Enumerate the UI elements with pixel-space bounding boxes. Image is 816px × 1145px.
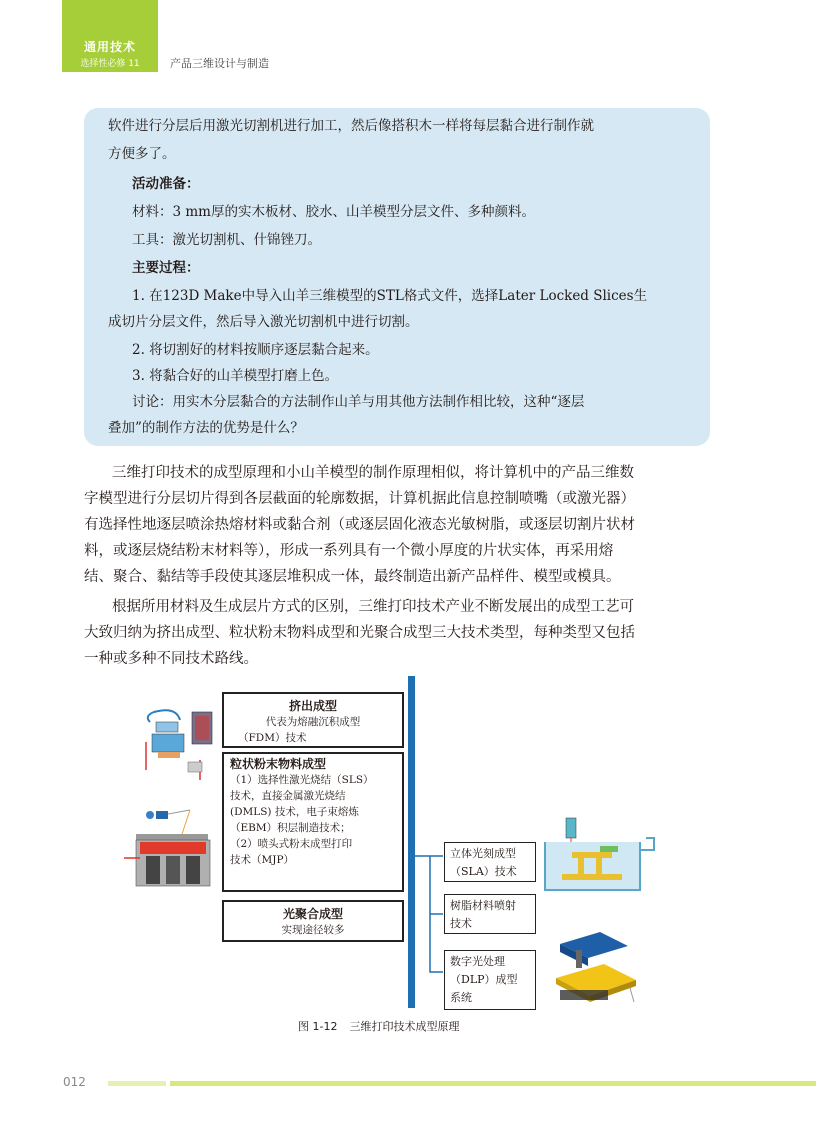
- body-line: 一种或多种不同技术路线。: [84, 651, 258, 667]
- body-line: 大致归纳为挤出成型、粒状粉末物料成型和光聚合成型三大技术类型，每种类型又包括: [84, 625, 635, 641]
- footer-bar: [108, 1081, 166, 1086]
- photopolymer-desc: 实现途径较多: [281, 924, 345, 936]
- fdm-printer-illustration: [146, 710, 212, 780]
- body-line: 字模型进行分层切片得到各层截面的轮廓数据，计算机据此信息控制喷嘴（或激光器）: [84, 491, 635, 507]
- body-line: 有选择性地逐层喷涂热熔材料或黏合剂（或逐层固化液态光敏树脂，或逐层切割片状材: [84, 517, 635, 533]
- photopolymer-title: 光聚合成型: [282, 907, 343, 921]
- powder-line: （2）喷头式粉末成型打印: [230, 838, 353, 850]
- dlp-line: 数字光处理: [450, 955, 505, 968]
- prep-heading: 活动准备：: [132, 176, 200, 192]
- sla-tank-illustration: [545, 818, 654, 890]
- step-line: 2. 将切割好的材料按顺序逐层黏合起来。: [132, 342, 379, 358]
- chapter-title: 产品三维设计与制造: [170, 57, 269, 70]
- figure-caption: [298, 1018, 459, 1034]
- sla-line: （SLA）技术: [450, 865, 517, 878]
- dlp-box: [444, 950, 536, 1010]
- activity-line: 软件进行分层后用激光切割机进行加工，然后像搭积木一样将每层黏合进行制作就: [108, 118, 594, 134]
- powder-line: （1）选择性激光烧结（SLS）: [230, 774, 374, 786]
- powder-line: (DMLS) 技术，电子束熔炼: [230, 806, 359, 818]
- dlp-line: （DLP）成型: [450, 973, 518, 986]
- powder-line: 技术（MJP）: [230, 854, 295, 866]
- powder-line: 技术，直接金属激光烧结: [230, 790, 346, 802]
- resin-jetting-box: [444, 894, 536, 934]
- powder-line: （EBM）积层制造技术；: [230, 822, 351, 834]
- materials-line: 材料：3 mm厚的实木板材、胶水、山羊模型分层文件、多种颜料。: [132, 204, 535, 220]
- powder-title: 粒状粉末物料成型: [230, 757, 327, 771]
- page-number: 012: [63, 1075, 86, 1089]
- discussion-line: 讨论：用实木分层黏合的方法制作山羊与用其他方法制作相比较，这种“逐层: [132, 394, 585, 410]
- body-line: 三维打印技术的成型原理和小山羊模型的制作原理相似，将计算机中的产品三维数: [112, 465, 634, 481]
- extrusion-desc: （FDM）技术: [238, 732, 307, 744]
- discussion-line: 叠加”的制作方法的优势是什么？: [108, 420, 304, 436]
- dlp-line: 系统: [450, 991, 472, 1004]
- diagram-connectors: [415, 856, 443, 972]
- sla-box: [444, 842, 536, 882]
- figure-caption-text: 三维打印技术成型原理: [349, 1020, 460, 1033]
- step-line: 1. 在123D Make中导入山羊三维模型的STL格式文件，选择Later Locked Slices生: [132, 288, 648, 304]
- process-heading: 主要过程：: [132, 260, 200, 276]
- tools-line: 工具：激光切割机、什锦锉刀。: [132, 232, 321, 248]
- step-line: 成切片分层文件，然后导入激光切割机中进行切割。: [108, 314, 419, 330]
- dlp-printer-illustration: [556, 932, 636, 1002]
- powder-printer-illustration: [124, 810, 210, 886]
- step-line: 3. 将黏合好的山羊模型打磨上色。: [132, 368, 339, 384]
- extrusion-box: [222, 692, 404, 748]
- sla-line: 立体光刻成型: [450, 847, 516, 860]
- timeline-bar: [408, 676, 415, 1008]
- book-title: 通用技术: [83, 40, 136, 54]
- resin-line: 技术: [450, 917, 472, 930]
- powder-box: [222, 752, 404, 892]
- footer-bar: [170, 1081, 816, 1086]
- body-line: 根据所用材料及生成层片方式的区别，三维打印技术产业不断发展出的成型工艺可: [112, 599, 634, 615]
- book-subtitle: 选择性必修 11: [80, 59, 140, 69]
- body-line: 料，或逐层烧结粉末材料等），形成一系列具有一个微小厚度的片状实体，再采用熔: [84, 543, 614, 559]
- extrusion-desc: 代表为熔融沉积成型: [265, 716, 361, 728]
- activity-line: 方便多了。: [108, 146, 176, 162]
- figure-number: 图 1-12: [298, 1020, 338, 1033]
- body-line: 结、聚合、黏结等手段使其逐层堆积成一体，最终制造出新产品样件、模型或模具。: [84, 569, 621, 585]
- photopolymer-box: [222, 900, 404, 942]
- extrusion-title: 挤出成型: [288, 699, 337, 713]
- resin-line: 树脂材料喷射: [450, 899, 516, 912]
